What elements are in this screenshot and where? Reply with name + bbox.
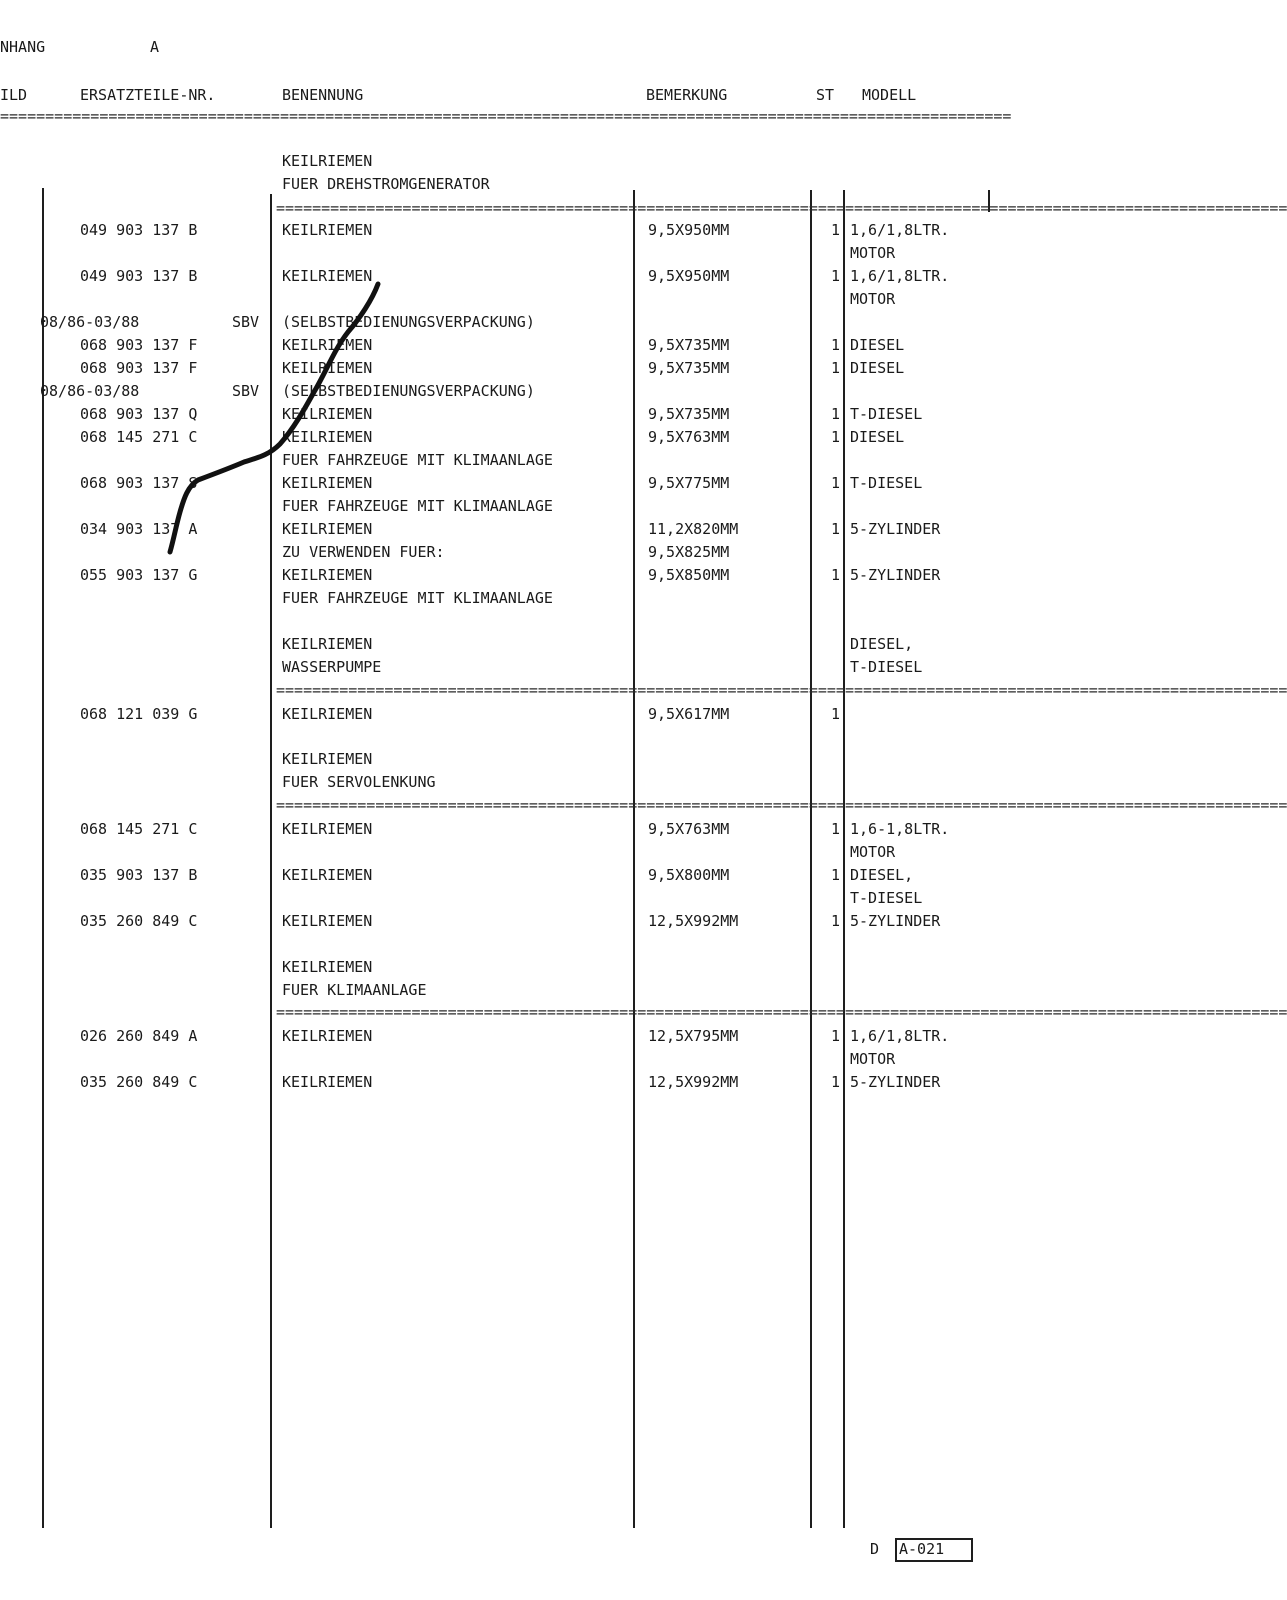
page-reference: A-021	[899, 1540, 945, 1558]
designation: KEILRIEMEN	[282, 866, 373, 884]
model: T-DIESEL	[850, 405, 923, 423]
col-header-bemerkung: BEMERKUNG	[646, 86, 728, 104]
remark: 9,5X850MM	[648, 566, 730, 584]
col-header-benennung: BENENNUNG	[282, 86, 364, 104]
col-header-st: ST	[816, 86, 835, 104]
designation-note: FUER FAHRZEUGE MIT KLIMAANLAGE	[282, 497, 553, 515]
quantity: 1	[830, 566, 840, 584]
part-number: 068 903 137 F	[80, 359, 198, 377]
quantity: 1	[830, 1027, 840, 1045]
model-line2: MOTOR	[850, 1050, 896, 1068]
designation: KEILRIEMEN	[282, 1073, 373, 1091]
section-separator: ================================================================================================================	[276, 681, 1287, 699]
designation: KEILRIEMEN	[282, 820, 373, 838]
section-title: KEILRIEMEN	[282, 958, 373, 976]
remark-line2: 9,5X825MM	[648, 543, 730, 561]
quantity: 1	[830, 474, 840, 492]
designation: KEILRIEMEN	[282, 520, 373, 538]
part-number: 026 260 849 A	[80, 1027, 198, 1045]
header-separator: ================================================================================================================	[0, 107, 1012, 125]
col-header-modell: MODELL	[862, 86, 917, 104]
model: DIESEL	[850, 336, 905, 354]
section-subtitle: FUER KLIMAANLAGE	[282, 981, 427, 999]
model-line2: T-DIESEL	[850, 889, 923, 907]
model: DIESEL	[850, 428, 905, 446]
part-number: 068 121 039 G	[80, 705, 198, 723]
model-line2: MOTOR	[850, 290, 896, 308]
section-model: DIESEL,	[850, 635, 914, 653]
anhang-value: A	[150, 38, 160, 56]
quantity: 1	[830, 820, 840, 838]
part-number: 068 145 271 C	[80, 820, 198, 838]
part-number: 049 903 137 B	[80, 221, 198, 239]
part-number: 035 260 849 C	[80, 912, 198, 930]
remark: 9,5X763MM	[648, 428, 730, 446]
remark: 9,5X617MM	[648, 705, 730, 723]
section-separator: ================================================================================================================	[276, 1003, 1287, 1021]
sbv-code: SBV	[232, 382, 260, 400]
remark: 9,5X950MM	[648, 221, 730, 239]
quantity: 1	[830, 866, 840, 884]
quantity: 1	[830, 221, 840, 239]
part-number: 068 903 137 S	[80, 474, 198, 492]
model: 1,6-1,8LTR.	[850, 820, 950, 838]
designation: KEILRIEMEN	[282, 474, 373, 492]
model: 5-ZYLINDER	[850, 1073, 941, 1091]
model: 1,6/1,8LTR.	[850, 221, 950, 239]
designation-note: FUER FAHRZEUGE MIT KLIMAANLAGE	[282, 451, 553, 469]
model: DIESEL,	[850, 866, 914, 884]
part-number: 068 145 271 C	[80, 428, 198, 446]
remark: 9,5X775MM	[648, 474, 730, 492]
part-number: 068 903 137 F	[80, 336, 198, 354]
model: T-DIESEL	[850, 474, 923, 492]
quantity: 1	[830, 336, 840, 354]
designation: KEILRIEMEN	[282, 705, 373, 723]
remark: 12,5X992MM	[648, 1073, 739, 1091]
remark: 12,5X795MM	[648, 1027, 739, 1045]
model: DIESEL	[850, 359, 905, 377]
section-title: KEILRIEMEN	[282, 152, 373, 170]
model: 5-ZYLINDER	[850, 566, 941, 584]
section-model-line2: T-DIESEL	[850, 658, 923, 676]
col-header-ersatzteil-nr: ERSATZTEILE-NR.	[80, 86, 216, 104]
footer-country-code: D	[870, 1540, 880, 1558]
model: 1,6/1,8LTR.	[850, 1027, 950, 1045]
section-title: KEILRIEMEN	[282, 635, 373, 653]
remark: 9,5X735MM	[648, 405, 730, 423]
designation: KEILRIEMEN	[282, 359, 373, 377]
date-range: 08/86-03/88	[40, 382, 140, 400]
designation: KEILRIEMEN	[282, 428, 373, 446]
remark: 11,2X820MM	[648, 520, 739, 538]
part-number: 034 903 137 A	[80, 520, 198, 538]
section-subtitle: WASSERPUMPE	[282, 658, 382, 676]
quantity: 1	[830, 705, 840, 723]
quantity: 1	[830, 405, 840, 423]
part-number: 035 903 137 B	[80, 866, 198, 884]
remark: 9,5X735MM	[648, 359, 730, 377]
quantity: 1	[830, 359, 840, 377]
anhang-label: NHANG	[0, 38, 46, 56]
designation: KEILRIEMEN	[282, 1027, 373, 1045]
part-number: 049 903 137 B	[80, 267, 198, 285]
model-line2: MOTOR	[850, 843, 896, 861]
sbv-code: SBV	[232, 313, 260, 331]
designation: KEILRIEMEN	[282, 566, 373, 584]
model: 5-ZYLINDER	[850, 912, 941, 930]
designation: (SELBSTBEDIENUNGSVERPACKUNG)	[282, 313, 535, 331]
designation: KEILRIEMEN	[282, 221, 373, 239]
remark: 12,5X992MM	[648, 912, 739, 930]
designation: KEILRIEMEN	[282, 405, 373, 423]
quantity: 1	[830, 520, 840, 538]
section-subtitle: FUER SERVOLENKUNG	[282, 773, 436, 791]
remark: 9,5X763MM	[648, 820, 730, 838]
designation-note: ZU VERWENDEN FUER:	[282, 543, 445, 561]
part-number: 055 903 137 G	[80, 566, 198, 584]
quantity: 1	[830, 267, 840, 285]
designation-note: FUER FAHRZEUGE MIT KLIMAANLAGE	[282, 589, 553, 607]
model-line2: MOTOR	[850, 244, 896, 262]
quantity: 1	[830, 1073, 840, 1091]
remark: 9,5X800MM	[648, 866, 730, 884]
section-separator: ================================================================================================================	[276, 796, 1287, 814]
part-number: 035 260 849 C	[80, 1073, 198, 1091]
designation: (SELBSTBEDIENUNGSVERPACKUNG)	[282, 382, 535, 400]
designation: KEILRIEMEN	[282, 267, 373, 285]
section-separator: ================================================================================================================	[276, 199, 1287, 217]
quantity: 1	[830, 428, 840, 446]
designation: KEILRIEMEN	[282, 336, 373, 354]
remark: 9,5X735MM	[648, 336, 730, 354]
model: 5-ZYLINDER	[850, 520, 941, 538]
part-number: 068 903 137 Q	[80, 405, 198, 423]
designation: KEILRIEMEN	[282, 912, 373, 930]
remark: 9,5X950MM	[648, 267, 730, 285]
date-range: 08/86-03/88	[40, 313, 140, 331]
model: 1,6/1,8LTR.	[850, 267, 950, 285]
col-header-bild: ILD	[0, 86, 28, 104]
quantity: 1	[830, 912, 840, 930]
section-subtitle: FUER DREHSTROMGENERATOR	[282, 175, 490, 193]
section-title: KEILRIEMEN	[282, 750, 373, 768]
